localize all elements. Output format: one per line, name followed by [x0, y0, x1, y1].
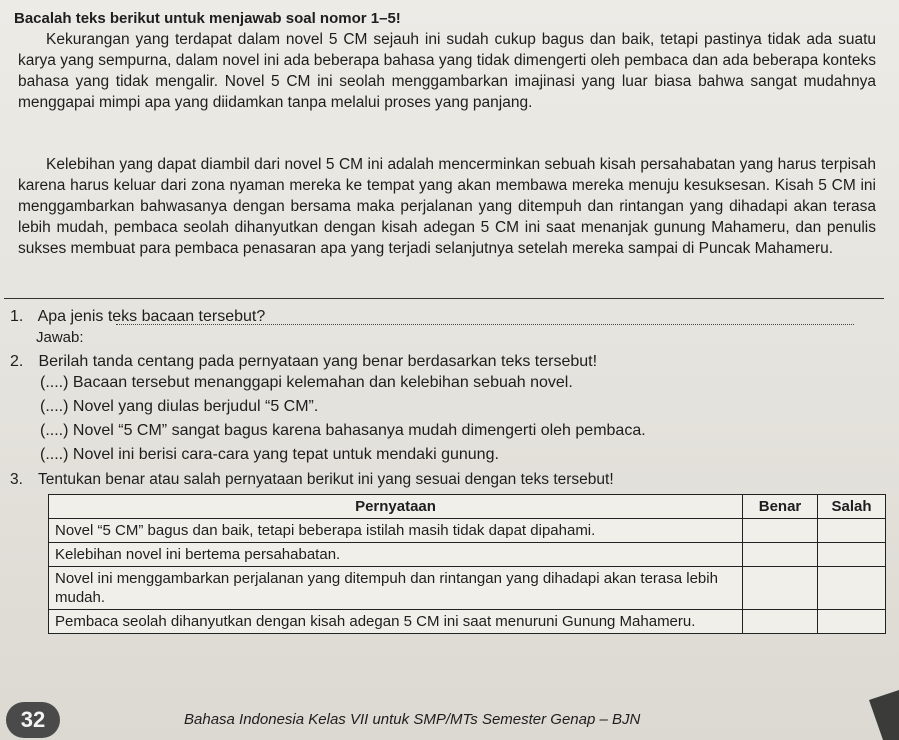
book-title-footer: Bahasa Indonesia Kelas VII untuk SMP/MTs Semester Genap – BJN	[184, 711, 641, 728]
false-cell[interactable]	[818, 567, 886, 610]
false-cell[interactable]	[818, 519, 886, 543]
answer-label: Jawab:	[36, 329, 84, 346]
page-number-badge: 32	[6, 702, 60, 738]
true-cell[interactable]	[743, 519, 818, 543]
table-row	[49, 519, 886, 543]
passage-paragraph-1: Kekurangan yang terdapat dalam novel 5 CM sejauh ini sudah cukup bagus dan baik, tetapi pastinya tidak ada suatu karya yang sempurna, dalam novel ini ada beberapa bahasa yang tidak dimengerti oleh pembaca dan ada beberapa konteks bahasa yang tidak mengalir. Novel 5 CM ini seolah menggambarkan imajinasi yang luar biasa bahwa sangat mudahnya menggapai mimpi apa yang diidamkan tanpa melalui proses yang panjang.	[18, 31, 876, 111]
statement-cell: Pembaca seolah dihanyutkan dengan kisah adegan 5 CM ini saat menuruni Gunung Mahameru.	[49, 610, 743, 634]
reading-passage-box	[4, 2, 884, 299]
true-cell[interactable]	[743, 610, 818, 634]
checkbox-option-3[interactable]: (....) Novel “5 CM” sangat bagus karena bahasanya mudah dimengerti oleh pembaca.	[40, 422, 646, 439]
false-cell[interactable]	[818, 543, 886, 567]
question-text: Tentukan benar atau salah pernyataan berikut ini yang sesuai dengan teks tersebut!	[38, 471, 614, 488]
table-row	[49, 610, 886, 634]
checkbox-option-2[interactable]: (....) Novel yang diulas berjudul “5 CM”.	[40, 398, 319, 415]
true-false-table	[48, 494, 886, 634]
question-3	[10, 469, 614, 491]
question-number: 3.	[10, 471, 23, 488]
table-header-row	[49, 495, 886, 519]
header-false: Salah	[818, 495, 886, 519]
table-row	[49, 543, 886, 567]
header-true: Benar	[743, 495, 818, 519]
table-row	[49, 567, 886, 610]
question-text: Berilah tanda centang pada pernyataan yang benar berdasarkan teks tersebut!	[38, 353, 598, 370]
passage-paragraph-2: Kelebihan yang dapat diambil dari novel 5 CM ini adalah mencerminkan sebuah kisah persahabatan yang harus terpisah karena harus keluar dari zona nyaman mereka ke tempat yang akan membawa mereka menuju kesuksesan. Kisah 5 CM ini menggambarkan bahwasanya dengan bersama maka perjalanan yang ditempuh dan rintangan yang dihadapi akan terasa lebih mudah, pembaca seolah dihanyutkan dengan kisah adegan 5 CM ini saat menanjak gunung Mahameru, dan penulis sukses membuat para pembaca penasaran apa yang terjadi selanjutnya setelah mereka sampai di Puncak Mahameru.	[18, 156, 876, 257]
passage-instruction: Bacalah teks berikut untuk menjawab soal nomor 1–5!	[14, 10, 401, 27]
false-cell[interactable]	[818, 610, 886, 634]
checkbox-option-4[interactable]: (....) Novel ini berisi cara-cara yang tepat untuk mendaki gunung.	[40, 446, 499, 463]
page-corner-shadow	[869, 690, 899, 740]
question-2	[10, 351, 597, 373]
statement-cell: Novel “5 CM” bagus dan baik, tetapi beberapa istilah masih tidak dapat dipahami.	[49, 519, 743, 543]
true-cell[interactable]	[743, 567, 818, 610]
statement-cell: Novel ini menggambarkan perjalanan yang ditempuh dan rintangan yang dihadapi akan terasa lebih mudah.	[49, 567, 743, 610]
answer-line[interactable]	[116, 324, 854, 325]
question-number: 2.	[10, 353, 24, 370]
question-text: Apa jenis teks bacaan tersebut?	[37, 308, 266, 325]
question-number: 1.	[10, 308, 24, 325]
checkbox-option-1[interactable]: (....) Bacaan tersebut menanggapi kelemahan dan kelebihan sebuah novel.	[40, 374, 573, 391]
statement-cell: Kelebihan novel ini bertema persahabatan.	[49, 543, 743, 567]
header-statement: Pernyataan	[49, 495, 743, 519]
true-cell[interactable]	[743, 543, 818, 567]
